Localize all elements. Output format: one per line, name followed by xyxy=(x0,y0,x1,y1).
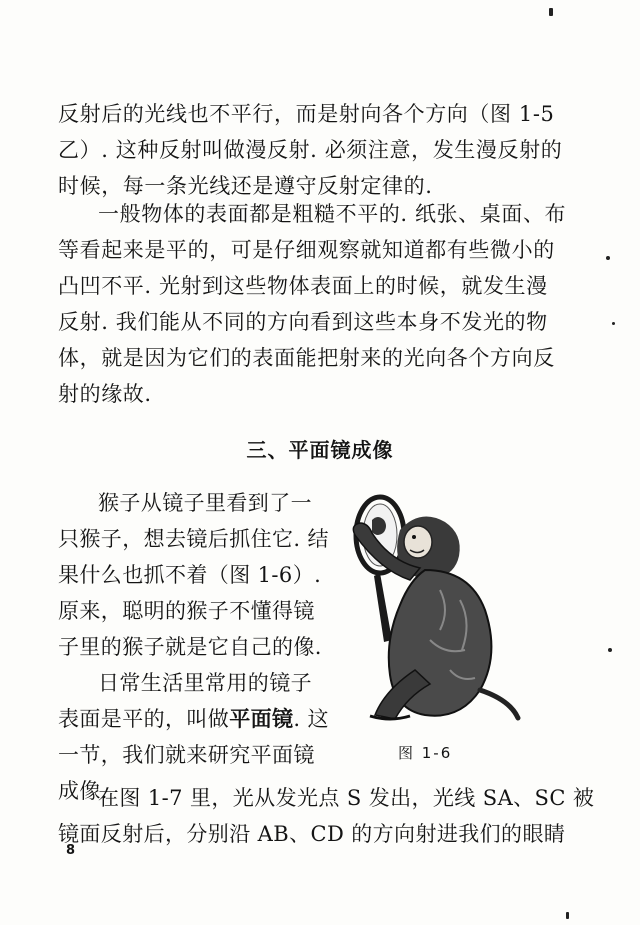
paragraph-rough-surfaces xyxy=(58,196,567,412)
text-line: 一般物体的表面都是粗糙不平的. 纸张、桌面、布 xyxy=(98,202,567,226)
text-line: 凸凹不平. 光射到这些物体表面上的时候，就发生漫 xyxy=(58,274,548,298)
section-title: 三、平面镜成像 xyxy=(246,438,394,462)
text-line: 反射. 我们能从不同的方向看到这些本身不发光的物 xyxy=(58,310,548,334)
text-line: 乙）. 这种反射叫做漫反射. 必须注意，发生漫反射的 xyxy=(58,138,563,162)
monkey-mirror-illustration xyxy=(330,490,530,735)
term-plane-mirror: 平面镜 xyxy=(229,707,294,731)
print-speck xyxy=(549,8,553,16)
text-fragment: . 这 xyxy=(293,707,329,731)
mirror-stand xyxy=(374,573,392,642)
text-line: 只猴子，想去镜后抓住它. 结 xyxy=(58,527,329,551)
text-line: 射的缘故. xyxy=(58,382,152,406)
text-line: 果什么也抓不着（图 1-6）. xyxy=(58,563,322,587)
text-line: 时候，每一条光线还是遵守反射定律的. xyxy=(58,174,433,198)
print-speck xyxy=(606,256,610,260)
figure-caption: 图 1-6 xyxy=(398,744,453,762)
text-line: 反射后的光线也不平行，而是射向各个方向（图 1-5 xyxy=(58,102,555,126)
text-line xyxy=(58,701,328,737)
page-number: 8 xyxy=(66,843,80,858)
print-speck xyxy=(566,912,569,919)
print-speck xyxy=(612,322,615,325)
text-line: 等看起来是平的，可是仔细观察就知道都有些微小的 xyxy=(58,238,555,262)
paragraph-figure-1-7 xyxy=(58,780,595,852)
print-speck xyxy=(608,648,612,652)
paragraph-monkey-mirror xyxy=(58,485,328,809)
text-line: 在图 1-7 里，光从发光点 S 发出，光线 SA、SC 被 xyxy=(98,786,595,810)
text-line: 一节，我们就来研究平面镜 xyxy=(58,743,315,767)
paragraph-diffuse-reflection xyxy=(58,96,563,204)
text-line: 成像. xyxy=(58,779,108,803)
text-line: 日常生活里常用的镜子 xyxy=(98,671,312,695)
text-line: 原来，聪明的猴子不懂得镜 xyxy=(58,599,315,623)
text-line: 体，就是因为它们的表面能把射来的光向各个方向反 xyxy=(58,346,555,370)
text-fragment: 表面是平的，叫做 xyxy=(58,707,230,731)
text-line: 子里的猴子就是它自己的像. xyxy=(58,635,322,659)
monkey-tail xyxy=(480,690,518,718)
text-line: 镜面反射后，分别沿 AB、CD 的方向射进我们的眼睛 xyxy=(58,822,566,846)
text-line: 猴子从镜子里看到了一 xyxy=(98,491,312,515)
